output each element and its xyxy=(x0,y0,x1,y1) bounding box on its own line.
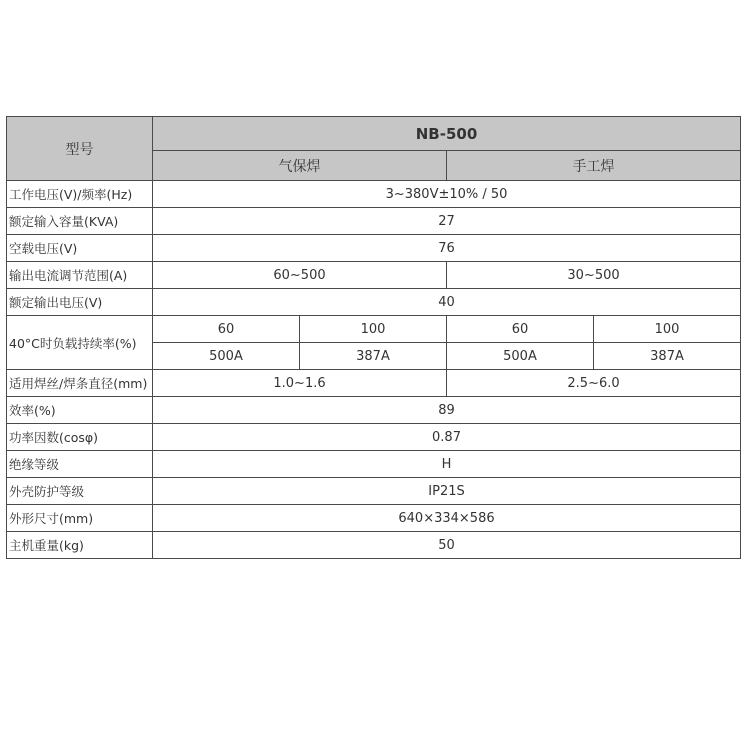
row-label: 输出电流调节范围(A) xyxy=(7,262,153,289)
table-row xyxy=(7,424,741,451)
row-value: 3~380V±10% / 50 xyxy=(153,181,741,208)
model-label: 型号 xyxy=(7,117,153,181)
process-manual-header: 手工焊 xyxy=(447,151,741,181)
table-row xyxy=(7,289,741,316)
current-cell: 500A xyxy=(153,343,300,370)
duty-cell: 60 xyxy=(153,316,300,343)
table-row xyxy=(7,397,741,424)
row-value: 89 xyxy=(153,397,741,424)
row-value-gas: 60~500 xyxy=(153,262,447,289)
row-value: 640×334×586 xyxy=(153,505,741,532)
row-value-manual: 2.5~6.0 xyxy=(447,370,741,397)
table-row xyxy=(7,370,741,397)
row-label: 额定输入容量(KVA) xyxy=(7,208,153,235)
table-row xyxy=(7,451,741,478)
current-cell: 387A xyxy=(594,343,741,370)
row-label: 40°C时负载持续率(%) xyxy=(7,316,153,370)
duty-cell: 60 xyxy=(447,316,594,343)
table-row xyxy=(7,478,741,505)
row-value: 40 xyxy=(153,289,741,316)
row-label: 效率(%) xyxy=(7,397,153,424)
process-gas-header: 气保焊 xyxy=(153,151,447,181)
spec-table xyxy=(6,116,741,559)
row-value: 76 xyxy=(153,235,741,262)
row-value-gas: 1.0~1.6 xyxy=(153,370,447,397)
table-row xyxy=(7,208,741,235)
row-value: H xyxy=(153,451,741,478)
header-row-model xyxy=(7,117,741,151)
row-value-manual: 30~500 xyxy=(447,262,741,289)
row-label: 外形尺寸(mm) xyxy=(7,505,153,532)
table-row xyxy=(7,505,741,532)
row-label: 主机重量(kg) xyxy=(7,532,153,559)
table-row xyxy=(7,181,741,208)
row-label: 绝缘等级 xyxy=(7,451,153,478)
row-label: 空载电压(V) xyxy=(7,235,153,262)
table-row xyxy=(7,532,741,559)
row-value: 27 xyxy=(153,208,741,235)
row-label: 额定输出电压(V) xyxy=(7,289,153,316)
row-value: 50 xyxy=(153,532,741,559)
row-label: 功率因数(cosφ) xyxy=(7,424,153,451)
row-label: 外壳防护等级 xyxy=(7,478,153,505)
model-name: NB-500 xyxy=(153,117,741,151)
row-value: IP21S xyxy=(153,478,741,505)
row-label: 适用焊丝/焊条直径(mm) xyxy=(7,370,153,397)
table-row xyxy=(7,262,741,289)
duty-cell: 100 xyxy=(594,316,741,343)
table-row-duty xyxy=(7,316,741,343)
row-value: 0.87 xyxy=(153,424,741,451)
current-cell: 387A xyxy=(300,343,447,370)
row-label: 工作电压(V)/频率(Hz) xyxy=(7,181,153,208)
table-row xyxy=(7,235,741,262)
duty-cell: 100 xyxy=(300,316,447,343)
current-cell: 500A xyxy=(447,343,594,370)
